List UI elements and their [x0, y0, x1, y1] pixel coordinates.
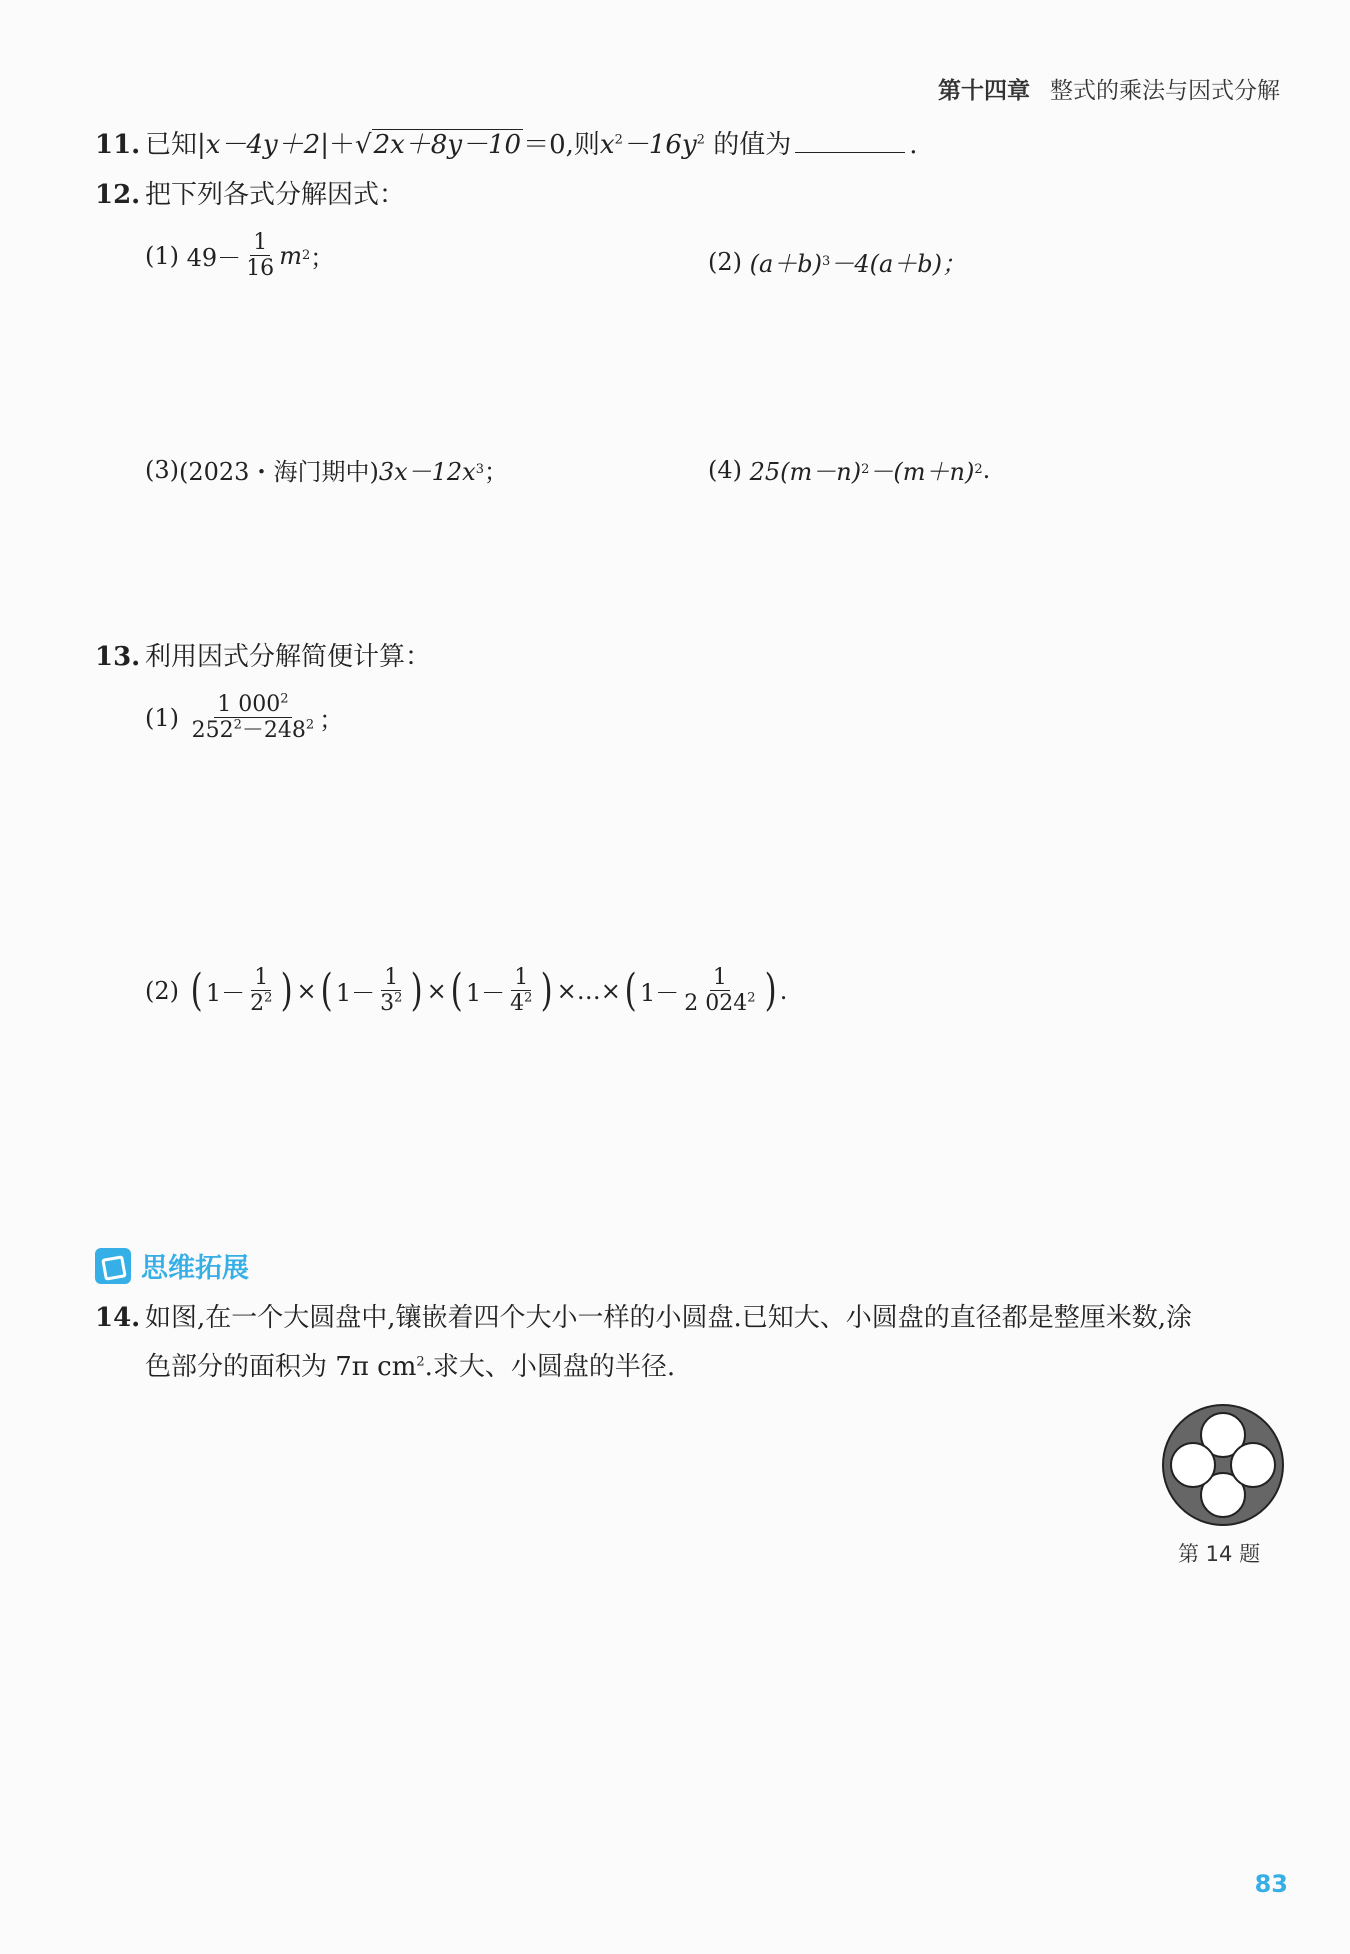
problem-12-part-3	[145, 452, 508, 487]
punctuation: ；	[310, 244, 335, 273]
exponent: 3	[822, 254, 831, 269]
figure-caption: 第 14 题	[1178, 1542, 1261, 1566]
math-expr: 1－	[335, 979, 376, 1008]
denominator	[507, 991, 535, 1016]
punctuation: ；	[483, 458, 508, 486]
base: 2	[250, 991, 265, 1017]
right-paren: )	[410, 964, 423, 1016]
math-var: m	[279, 241, 302, 270]
exponent: 2	[233, 717, 242, 733]
left-paren: (	[450, 964, 463, 1016]
numerator: 1	[511, 965, 531, 991]
problem-text: ＝0,则	[523, 130, 600, 160]
part-label: (2)	[145, 976, 179, 1005]
exponent: 2	[614, 132, 623, 148]
problem-14	[95, 1303, 1192, 1334]
exponent: 2	[264, 990, 273, 1006]
denominator	[189, 718, 318, 743]
math-expr: －(m＋n)	[869, 458, 975, 486]
math-expr: |x－4y＋2|	[197, 130, 329, 160]
radicand: 2x＋8y－10	[373, 130, 522, 160]
problem-text: 把下列各式分解因式：	[145, 180, 406, 210]
fraction	[247, 965, 275, 1017]
left-paren: (	[320, 964, 333, 1016]
math-expr: 49－	[186, 244, 242, 273]
punctuation: ；	[319, 706, 344, 735]
fraction	[377, 965, 405, 1017]
numerator: 1	[381, 965, 401, 991]
math-expr: x	[599, 130, 615, 160]
part-label: (1)	[145, 241, 179, 270]
math-expr: 1－	[205, 979, 246, 1008]
math-expr: (a＋b)	[749, 250, 823, 278]
left-paren: (	[624, 964, 637, 1016]
section-title: 思维拓展	[141, 1253, 249, 1284]
circle-disk-figure	[1158, 1400, 1288, 1530]
math-expr: 1－	[639, 979, 680, 1008]
problem-13	[95, 642, 431, 673]
math-expr: －4(a＋b)；	[830, 250, 966, 278]
math-expr: －16y	[622, 130, 697, 160]
answer-blank[interactable]	[795, 130, 905, 153]
fraction	[681, 965, 758, 1017]
right-paren: )	[764, 964, 777, 1016]
problem-number: 11.	[95, 130, 141, 160]
page-header	[938, 72, 1280, 105]
right-paren: )	[540, 964, 554, 1016]
fraction	[507, 965, 535, 1017]
exponent: 2	[416, 1354, 425, 1370]
punctuation: .	[779, 976, 788, 1005]
denominator	[377, 991, 405, 1016]
part-label: (2)	[708, 247, 742, 276]
numerator: 1	[710, 965, 730, 991]
problem-14-line-2	[145, 1352, 675, 1383]
exponent: 2	[696, 132, 705, 148]
exponent: 2	[280, 691, 289, 707]
problem-number: 12.	[95, 180, 141, 210]
problem-13-part-1	[145, 692, 343, 744]
problem-12	[95, 180, 405, 211]
fraction	[243, 230, 277, 282]
problem-text: 色部分的面积为 7π cm	[145, 1352, 417, 1382]
problem-number: 14.	[95, 1303, 141, 1333]
problem-text: 如图,在一个大圆盘中,镶嵌着四个大小一样的小圆盘.已知大、小圆盘的直径都是整厘米数,涂	[145, 1303, 1193, 1333]
small-disk-left	[1171, 1443, 1215, 1487]
section-header	[95, 1246, 249, 1285]
denominator	[247, 991, 275, 1016]
exponent: 3	[475, 462, 484, 477]
exponent: 2	[394, 990, 403, 1006]
chapter-number: 第十四章	[938, 78, 1030, 104]
punctuation: .	[982, 455, 991, 484]
small-disk-right	[1231, 1443, 1275, 1487]
problem-number: 13.	[95, 642, 141, 672]
sqrt-symbol: √	[355, 130, 372, 160]
problem-13-part-2	[145, 965, 787, 1017]
exponent: 2	[524, 990, 533, 1006]
left-paren: (	[190, 964, 203, 1016]
problem-text: 利用因式分解简便计算：	[145, 642, 432, 672]
exponent: 2	[301, 248, 311, 264]
part-label: (4)	[708, 455, 742, 484]
base: 3	[380, 991, 395, 1017]
denominator-term: 252	[191, 718, 234, 744]
denominator: 16	[246, 256, 275, 282]
base: 4	[510, 991, 525, 1017]
source-note: (2023・海门期中)	[179, 458, 379, 486]
numerator	[214, 692, 291, 718]
exponent: 2	[861, 462, 870, 477]
times-sign: ×	[296, 976, 317, 1005]
ellipsis-times: ×…×	[556, 976, 621, 1005]
exponent: 2	[305, 717, 315, 733]
chapter-title: 整式的乘法与因式分解	[1050, 78, 1280, 104]
part-label: (3)	[145, 455, 179, 484]
base: 2 024	[684, 991, 748, 1017]
fraction	[189, 692, 318, 744]
problem-12-part-4	[708, 452, 990, 487]
problem-text: .求大、小圆盘的半径.	[424, 1352, 676, 1382]
problem-12-part-2	[708, 244, 966, 279]
part-label: (1)	[145, 703, 179, 732]
problem-12-part-1	[145, 230, 334, 282]
math-expr: 25(m－n)	[749, 458, 862, 486]
page-number: 83	[1254, 1870, 1288, 1898]
math-op: ＋	[328, 130, 355, 160]
problem-text: 的值为	[713, 130, 792, 160]
times-sign: ×	[426, 976, 447, 1005]
problem-text: 已知	[145, 130, 198, 160]
right-paren: )	[280, 964, 293, 1016]
math-expr: 3x－12x	[378, 458, 476, 486]
exponent: 2	[747, 990, 756, 1006]
punctuation: .	[909, 130, 918, 160]
denominator	[681, 991, 758, 1016]
numerator: 1	[251, 965, 271, 991]
numerator: 1	[250, 230, 270, 256]
math-expr: 1－	[465, 979, 506, 1008]
pencil-note-icon	[95, 1248, 131, 1284]
numerator-value: 1 000	[217, 692, 281, 717]
problem-11	[95, 130, 917, 161]
exponent: 2	[974, 462, 983, 477]
denominator-term: －248	[241, 718, 306, 744]
